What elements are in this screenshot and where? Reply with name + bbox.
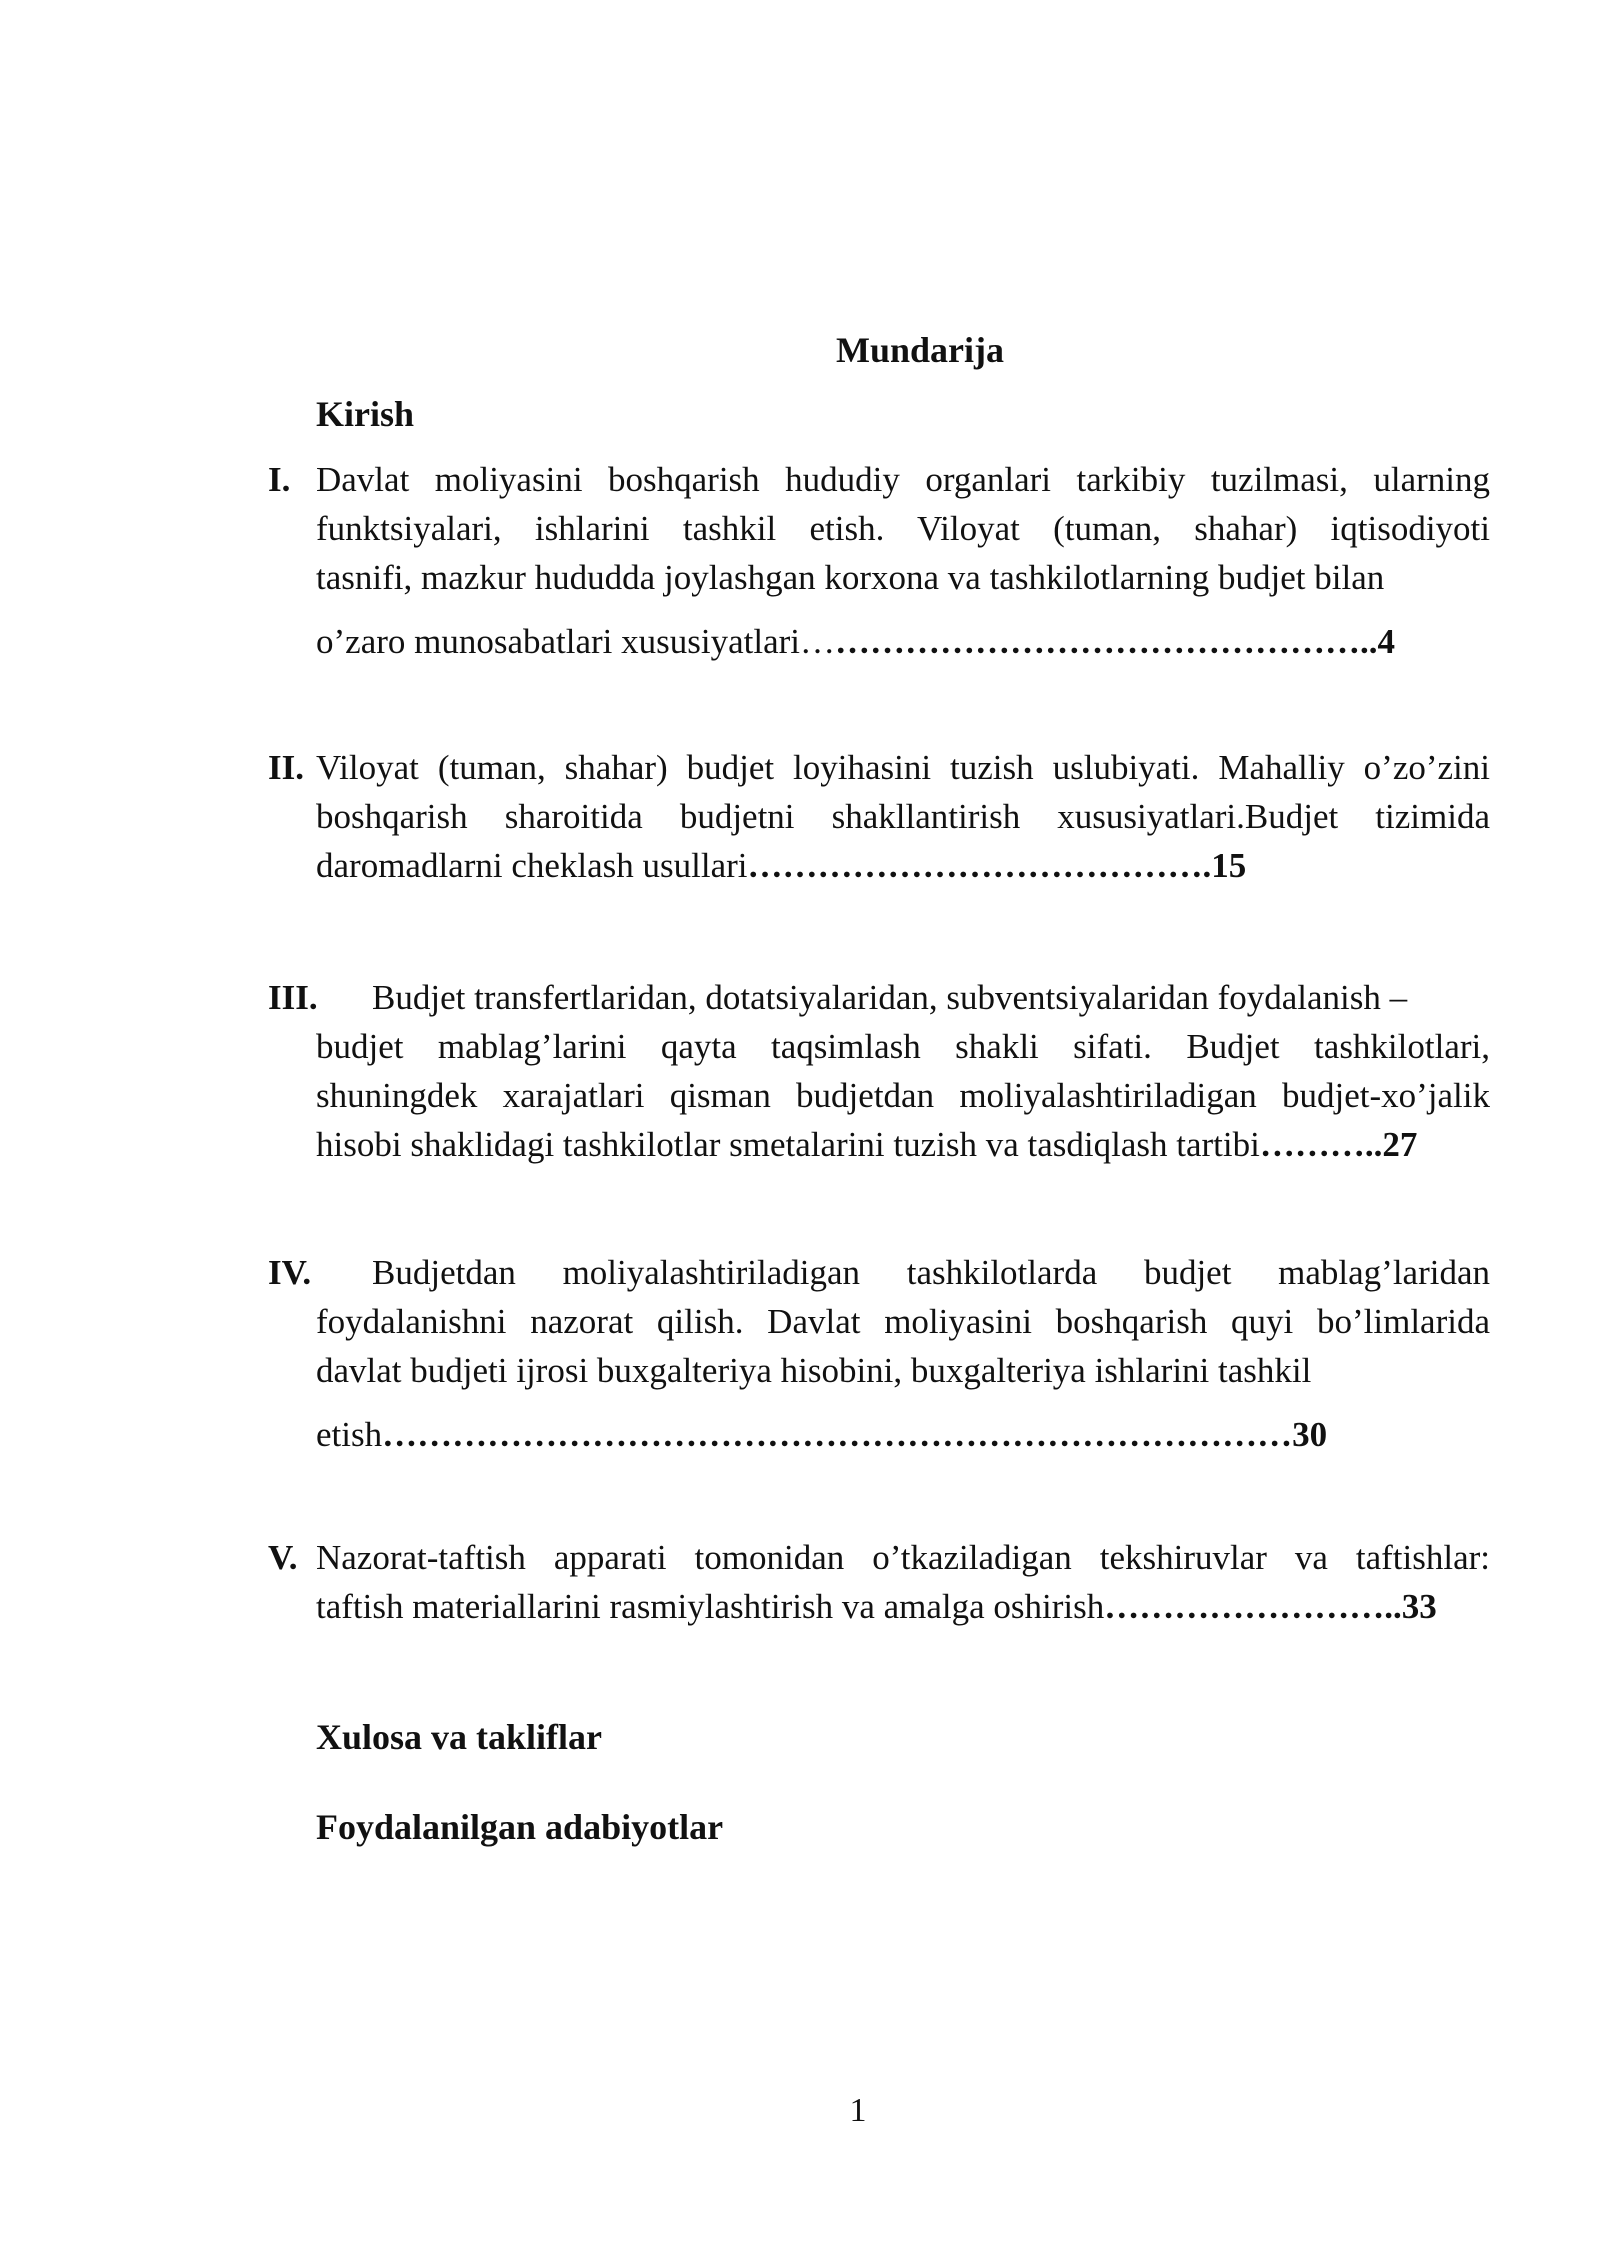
toc-item-1-last-line: o’zaro munosabatlari xususiyatlari…………………………………………..4: [316, 622, 1396, 661]
toc-item-3-line3: shuningdek xarajatlari qisman budjetdan moliyalashtiriladigan budjet-xo’jalik: [316, 1076, 1490, 1115]
toc-item-1-number: I.: [268, 460, 291, 499]
toc-item-2-number: II.: [268, 748, 304, 787]
toc-item-3-last-line: hisobi shaklidagi tashkilotlar smetalarini tuzish va tasdiqlash tartibi………..27: [316, 1125, 1418, 1164]
toc-item-3-line1: III. Budjet transfertlaridan, dotatsiyalaridan, subventsiyalaridan foydalanish –: [268, 973, 1490, 1022]
toc-item-2: [268, 743, 1490, 890]
page-title: Mundarija: [835, 330, 1004, 370]
toc-item-1-line3: tasnifi, mazkur hududda joylashgan korxona va tashkilotlarning budjet bilan: [316, 558, 1385, 597]
toc-item-4-dots: ……………………………………………………………………: [382, 1415, 1293, 1454]
toc-item-3-number: III.: [268, 978, 318, 1017]
toc-item-4-line1: IV. Budjetdan moliyalashtiriladigan tashkilotlarda budjet mablag’laridan: [268, 1248, 1490, 1297]
toc-item-2-last-line: daromadlarni cheklash usullari………………………………….15: [316, 846, 1247, 885]
toc-item-5-number: V.: [268, 1538, 298, 1577]
toc-item-5-last-line: taftish materiallarini rasmiylashtirish va amalga oshirish……………………..33: [316, 1587, 1437, 1626]
toc-item-4-last-line: etish……………………………………………………………………30: [316, 1415, 1328, 1454]
toc-item-4-line3: davlat budjeti ijrosi buxgalteriya hisobini, buxgalteriya ishlarini tashkil: [316, 1351, 1312, 1390]
toc-item-1-line2: funktsiyalari, ishlarini tashkil etish. Viloyat (tuman, shahar) iqtisodiyoti: [316, 509, 1490, 548]
toc-item-4-page: 30: [1292, 1415, 1328, 1454]
toc-item-2-line1: II. Viloyat (tuman, shahar) budjet loyihasini tuzish uslubiyati. Mahalliy o’zo’zini: [268, 743, 1490, 792]
toc-item-2-line2: boshqarish sharoitida budjetni shakllantirish xususiyatlari.Budjet tizimida: [316, 797, 1490, 836]
toc-item-4: [268, 1248, 1490, 1459]
toc-item-5-line1: V. Nazorat-taftish apparati tomonidan o’tkaziladigan tekshiruvlar va taftishlar:: [268, 1533, 1490, 1582]
toc-item-5-page: .33: [1393, 1587, 1437, 1626]
toc-item-3: [268, 973, 1490, 1169]
toc-item-2-page: .15: [1202, 846, 1247, 885]
toc-item-3-line2: budjet mablag’larini qayta taqsimlash shakli sifati. Budjet tashkilotlari,: [316, 1027, 1490, 1066]
toc-references-heading: Foydalanilgan adabiyotlar: [316, 1807, 724, 1847]
toc-item-5: [268, 1533, 1490, 1631]
toc-item-1-line1: I. Davlat moliyasini boshqarish hududiy organlari tarkibiy tuzilmasi, ularning: [268, 455, 1490, 504]
toc-item-3-page: .27: [1373, 1125, 1418, 1164]
toc-item-1: [268, 455, 1490, 666]
toc-item-5-dots: …………………….: [1104, 1587, 1394, 1626]
toc-item-2-dots: …………………………………: [747, 846, 1203, 885]
toc-item-4-number: IV.: [268, 1253, 312, 1292]
toc-item-1-dots: ……………………………………….: [835, 622, 1369, 661]
toc-conclusion-heading: Xulosa va takliflar: [316, 1717, 603, 1757]
toc-item-1-page: .4: [1368, 622, 1396, 661]
toc-item-3-dots: ……….: [1259, 1125, 1374, 1164]
toc-intro-heading: Kirish: [316, 394, 415, 434]
toc-item-4-line2: foydalanishni nazorat qilish. Davlat moliyasini boshqarish quyi bo’limlarida: [316, 1302, 1490, 1341]
page-number: 1: [849, 2092, 867, 2129]
